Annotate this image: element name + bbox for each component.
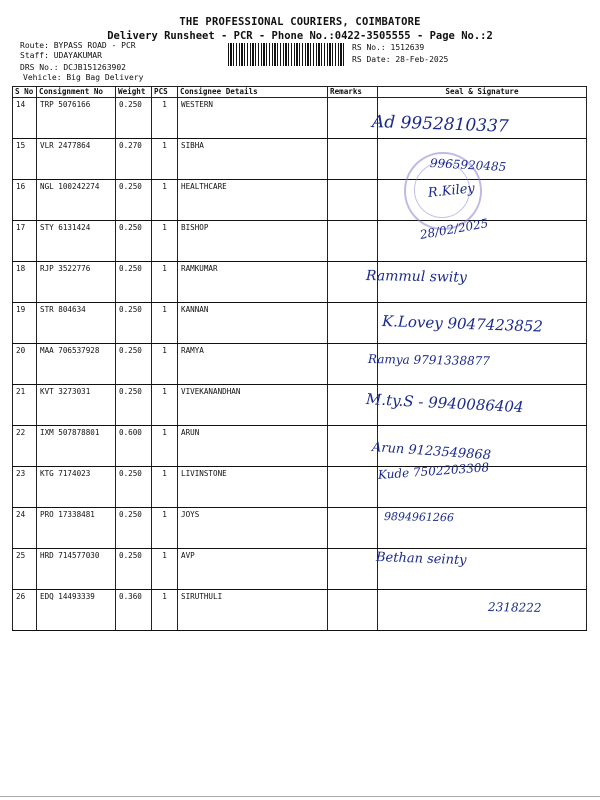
pcs-cell: 1: [152, 344, 178, 385]
consignment-cell: VLR 2477864: [37, 139, 116, 180]
runsheet-subtitle: Delivery Runsheet - PCR - Phone No.:0422-3505555 - Page No.:2: [107, 30, 493, 42]
consignment-cell: PRO 17338481: [37, 508, 116, 549]
sno-cell: 16: [13, 180, 37, 221]
pcs-cell: 1: [152, 385, 178, 426]
drs-number: DRS No.: DCJB151263902: [20, 63, 126, 72]
sno-cell: 15: [13, 139, 37, 180]
consignee-cell: HEALTHCARE: [178, 180, 328, 221]
consignee-cell: KANNAN: [178, 303, 328, 344]
consignee-cell: RAMYA: [178, 344, 328, 385]
weight-cell: 0.250: [116, 180, 152, 221]
table-row: [13, 467, 587, 508]
consignment-cell: STY 6131424: [37, 221, 116, 262]
pcs-cell: 1: [152, 221, 178, 262]
sno-cell: 25: [13, 549, 37, 590]
pcs-cell: 1: [152, 426, 178, 467]
staff-label: Staff: UDAYAKUMAR: [20, 51, 102, 60]
col-consignee: Consignee Details: [178, 87, 328, 98]
route-label: Route: BYPASS ROAD - PCR: [20, 41, 136, 50]
weight-cell: 0.250: [116, 385, 152, 426]
weight-cell: 0.250: [116, 303, 152, 344]
pcs-cell: 1: [152, 467, 178, 508]
weight-cell: 0.250: [116, 549, 152, 590]
signature-19: K.Lovey 9047423852: [381, 312, 544, 336]
consignment-cell: KVT 3273031: [37, 385, 116, 426]
remarks-cell: [328, 303, 378, 344]
consignee-cell: SIRUTHULI: [178, 590, 328, 631]
consignee-cell: JOYS: [178, 508, 328, 549]
consignee-cell: ARUN: [178, 426, 328, 467]
sno-cell: 23: [13, 467, 37, 508]
consignment-cell: RJP 3522776: [37, 262, 116, 303]
signature-14: Ad 9952810337: [371, 112, 510, 137]
signature-cell: [378, 590, 587, 631]
consignment-cell: EDQ 14493339: [37, 590, 116, 631]
signature-22: Arun 9123549868: [371, 440, 492, 464]
col-consignment: Consignment No: [37, 87, 116, 98]
table-row: [13, 344, 587, 385]
pcs-cell: 1: [152, 303, 178, 344]
rs-date: RS Date: 28-Feb-2025: [352, 55, 449, 64]
signature-16: R.Kiley: [427, 181, 476, 201]
table-row: [13, 221, 587, 262]
remarks-cell: [328, 426, 378, 467]
pcs-cell: 1: [152, 508, 178, 549]
signature-24: 9894961266: [383, 510, 455, 525]
consignment-cell: KTG 7174023: [37, 467, 116, 508]
signature-23: Kude 7502203308: [377, 460, 490, 482]
remarks-cell: [328, 139, 378, 180]
consignee-cell: RAMKUMAR: [178, 262, 328, 303]
sno-cell: 26: [13, 590, 37, 631]
pcs-cell: 1: [152, 590, 178, 631]
vehicle-label: Vehicle: Big Bag Delivery: [23, 73, 144, 82]
consignment-cell: STR 804634: [37, 303, 116, 344]
weight-cell: 0.250: [116, 262, 152, 303]
weight-cell: 0.250: [116, 98, 152, 139]
col-signature: Seal & Signature: [378, 87, 587, 98]
remarks-cell: [328, 221, 378, 262]
table-row: [13, 180, 587, 221]
remarks-cell: [328, 508, 378, 549]
sno-cell: 19: [13, 303, 37, 344]
weight-cell: 0.600: [116, 426, 152, 467]
consignee-cell: WESTERN: [178, 98, 328, 139]
remarks-cell: [328, 467, 378, 508]
signature-18: Rammul swity: [365, 268, 468, 286]
consignment-cell: TRP 5076166: [37, 98, 116, 139]
company-title: THE PROFESSIONAL COURIERS, COIMBATORE: [179, 16, 421, 28]
remarks-cell: [328, 180, 378, 221]
sno-cell: 14: [13, 98, 37, 139]
consignee-cell: LIVINSTONE: [178, 467, 328, 508]
consignee-cell: VIVEKANANDHAN: [178, 385, 328, 426]
pcs-cell: 1: [152, 98, 178, 139]
consignment-cell: HRD 714577030: [37, 549, 116, 590]
weight-cell: 0.250: [116, 467, 152, 508]
col-pcs: PCS: [152, 87, 178, 98]
sno-cell: 17: [13, 221, 37, 262]
table-row: [13, 426, 587, 467]
col-sno: S No: [13, 87, 37, 98]
remarks-cell: [328, 549, 378, 590]
sno-cell: 24: [13, 508, 37, 549]
sno-cell: 21: [13, 385, 37, 426]
weight-cell: 0.270: [116, 139, 152, 180]
pcs-cell: 1: [152, 180, 178, 221]
remarks-cell: [328, 590, 378, 631]
signature-17: 28/02/2025: [418, 216, 490, 242]
rs-number: RS No.: 1512639: [352, 43, 425, 52]
signature-20: Ramya 9791338877: [367, 352, 491, 369]
consignee-cell: SIBHA: [178, 139, 328, 180]
weight-cell: 0.250: [116, 221, 152, 262]
col-remarks: Remarks: [328, 87, 378, 98]
barcode: [228, 43, 344, 66]
table-row: [13, 549, 587, 590]
pcs-cell: 1: [152, 549, 178, 590]
signature-21: M.ty.S - 9940086404: [365, 390, 524, 417]
remarks-cell: [328, 98, 378, 139]
consignee-cell: BISHOP: [178, 221, 328, 262]
signature-25: Bethan seinty: [375, 550, 467, 569]
sno-cell: 20: [13, 344, 37, 385]
signature-26: 2318222: [487, 600, 542, 615]
signature-15: 9965920485: [429, 156, 507, 174]
sno-cell: 18: [13, 262, 37, 303]
consignee-cell: AVP: [178, 549, 328, 590]
pcs-cell: 1: [152, 262, 178, 303]
consignment-cell: IXM 507878801: [37, 426, 116, 467]
table-row: [13, 262, 587, 303]
pcs-cell: 1: [152, 139, 178, 180]
page-bottom-rule: [0, 796, 600, 797]
sno-cell: 22: [13, 426, 37, 467]
col-weight: Weight: [116, 87, 152, 98]
table-row: [13, 508, 587, 549]
table-header-row: [13, 87, 587, 98]
weight-cell: 0.360: [116, 590, 152, 631]
consignment-cell: MAA 706537928: [37, 344, 116, 385]
weight-cell: 0.250: [116, 344, 152, 385]
weight-cell: 0.250: [116, 508, 152, 549]
consignment-cell: NGL 100242274: [37, 180, 116, 221]
